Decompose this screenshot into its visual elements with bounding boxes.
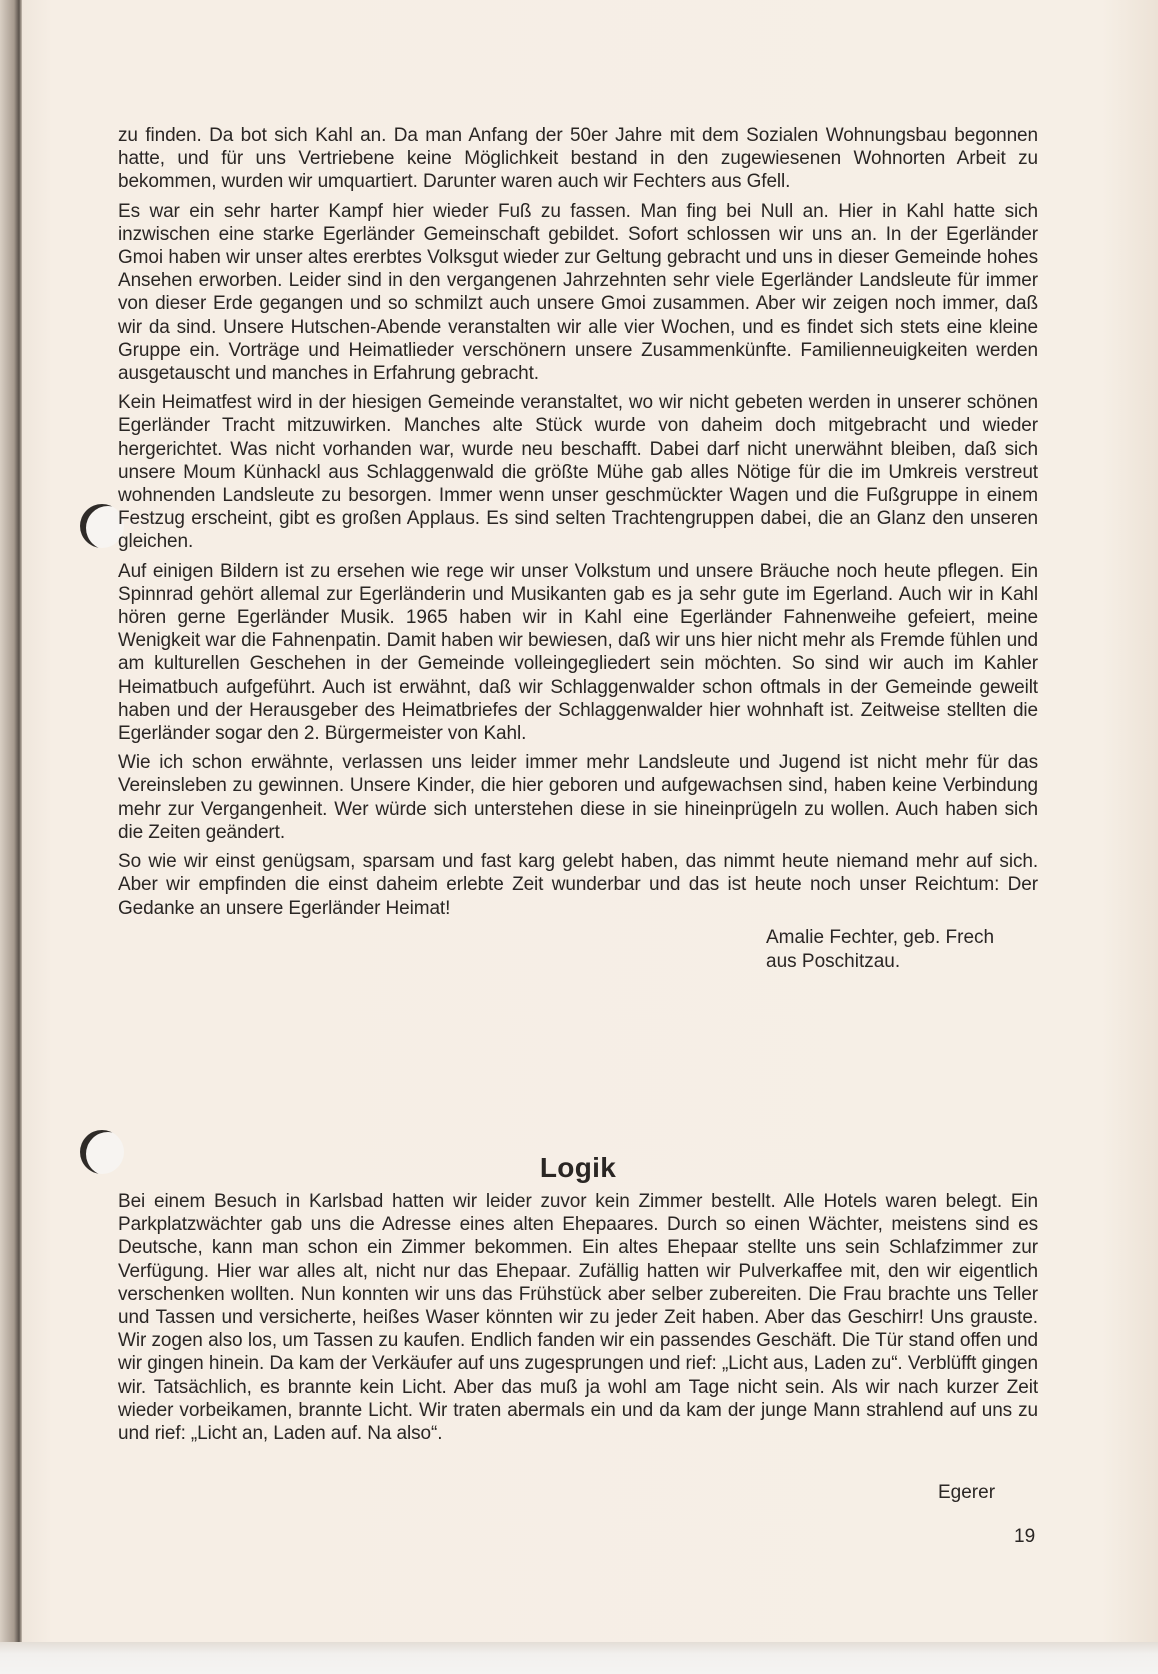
paragraph: Kein Heimatfest wird in der hiesigen Gemeinde veranstaltet, wo wir nicht gebeten werden in unserer schönen Egerländer Tracht mitzuwirken. Manches alte Stück wurde von daheim doch mitgebracht und wieder hergerichtet. Was nicht vorhanden war, wurde neu beschafft. Dabei darf nicht unerwähnt bleiben, daß sich unsere Moum Künhackl aus Schlaggenwald die größte Mühe gab alles Nötige für die im Umkreis verstreut wohnenden Landsleute zu besorgen. Immer wenn unser geschmückter Wagen und die Fußgruppe in einem Festzug erscheint, gibt es großen Applaus. Es sind selten Trachtengruppen dabei, die an Glanz den unseren gleichen.	[118, 392, 1038, 553]
page-bottom-edge	[0, 1642, 1158, 1674]
paragraph: Wie ich schon erwähnte, verlassen uns leider immer mehr Landsleute und Jugend ist nicht mehr für das Vereinsleben zu gewinnen. Unsere Kinder, die hier geboren und aufgewachsen sind, haben keine Verbindung mehr zur Vergangenheit. Wer würde sich unterstehen diese in sie hineinprügeln zu wollen. Auch haben sich die Zeiten geändert.	[118, 752, 1038, 843]
article-continued	[118, 124, 1038, 974]
signature-name: Amalie Fechter, geb. Frech	[766, 926, 995, 948]
paragraph: So wie wir einst genügsam, sparsam und fast karg gelebt haben, das nimmt heute niemand mehr auf sich. Aber wir empfinden die einst daheim erlebte Zeit wunderbar und das ist heute noch unser Reichtum: Der Gedanke an unsere Egerländer Heimat!	[118, 851, 1038, 919]
logik-story	[118, 1190, 1038, 1445]
page-number: 19	[1014, 1526, 1036, 1547]
story-paragraph: Bei einem Besuch in Karlsbad hatten wir leider zuvor kein Zimmer bestellt. Alle Hotels waren belegt. Ein Parkplatzwächter gab uns die Adresse eines alten Ehepaares. Durch so einen Wächter, meistens sind es Deutsche, kann man schon ein Zimmer bekommen. Ein altes Ehepaar stellte uns sein Schlafzimmer zur Verfügung. Hier war alles alt, nicht nur das Ehepaar. Zufällig hatten wir Pulverkaffee mit, den wir eigentlich verschenken wollten. Nun konnten wir uns das Frühstück aber selber zubereiten. Die Frau brachte uns Teller und Tassen und versicherte, heißes Waser könnten wir zu jeder Zeit haben. Aber das Geschirr! Uns grauste. Wir zogen also los, um Tassen zu kaufen. Endlich fanden wir ein passendes Geschäft. Die Tür stand offen und wir gingen hinein. Da kam der Verkäufer auf uns zugesprungen und rief: „Licht aus, Laden zu“. Verblüfft gingen wir. Tatsächlich, es brannte kein Licht. Aber das muß ja wohl am Tage nicht sein. Als wir nach kurzer Zeit wieder vorbeikamen, brannte Licht. Wir traten abermals ein und da kam der junge Mann strahlend auf uns zu und rief: „Licht an, Laden auf. Na also“.	[118, 1191, 1038, 1445]
story-author: Egerer	[938, 1482, 996, 1503]
section-title: Logik	[539, 1152, 617, 1183]
paragraph: Auf einigen Bildern ist zu ersehen wie rege wir unser Volkstum und unsere Bräuche noch heute pflegen. Ein Spinnrad gehört allemal zur Egerländerin und Musikanten gab es ja sehr gute im Egerland. Auch wir in Kahl hören gerne Egerländer Musik. 1965 haben wir in Kahl eine Egerländer Fahnenweihe gefeiert, meine Wenigkeit war die Fahnenpatin. Damit haben wir bewiesen, daß wir uns hier nicht mehr als Fremde fühlen und am kulturellen Geschehen in der Gemeinde volleingegliedert sein möchten. So sind wir auch im Kahler Heimatbuch aufgeführt. Auch ist erwähnt, daß wir Schlaggenwalder schon oftmals in der Gemeinde geweilt haben und der Herausgeber des Heimatbriefes der Schlaggenwalder hier wohnhaft ist. Zeitweise stellten die Egerländer sogar den 2. Bürgermeister von Kahl.	[118, 560, 1038, 745]
paragraph: Es war ein sehr harter Kampf hier wieder Fuß zu fassen. Man fing bei Null an. Hier in Kahl hatte sich inzwischen eine starke Egerländer Gemeinschaft gebildet. Sofort schlossen wir uns an. In der Egerländer Gmoi haben wir unser altes ererbtes Volksgut wieder zur Geltung gebracht und uns in dieser Gemeinde hohes Ansehen erworben. Leider sind in den vergangenen Jahrzehnten sehr viele Egerländer Landsleute für immer von dieser Erde gegangen und so schmilzt auch unsere Gmoi zusammen. Aber wir zeigen noch immer, daß wir da sind. Unsere Hutschen-Abende veranstalten wir alle vier Wochen, und es findet sich stets eine kleine Gruppe ein. Vorträge und Heimatlieder verschönern unsere Zusammenkünfte. Familienneuigkeiten werden ausgetauscht und manches in Erfahrung gebracht.	[118, 200, 1038, 385]
signature-origin: aus Poschitzau.	[766, 950, 901, 972]
article-signature	[766, 926, 1038, 974]
binding-edge	[0, 0, 22, 1674]
paragraph: zu finden. Da bot sich Kahl an. Da man Anfang der 50er Jahre mit dem Sozialen Wohnungsbau begonnen hatte, und für uns Vertriebene keine Möglichkeit bestand in den zugewiesenen Wohnorten Arbeit zu bekommen, wurden wir umquartiert. Darunter waren auch wir Fechters aus Gfell.	[118, 125, 1038, 193]
